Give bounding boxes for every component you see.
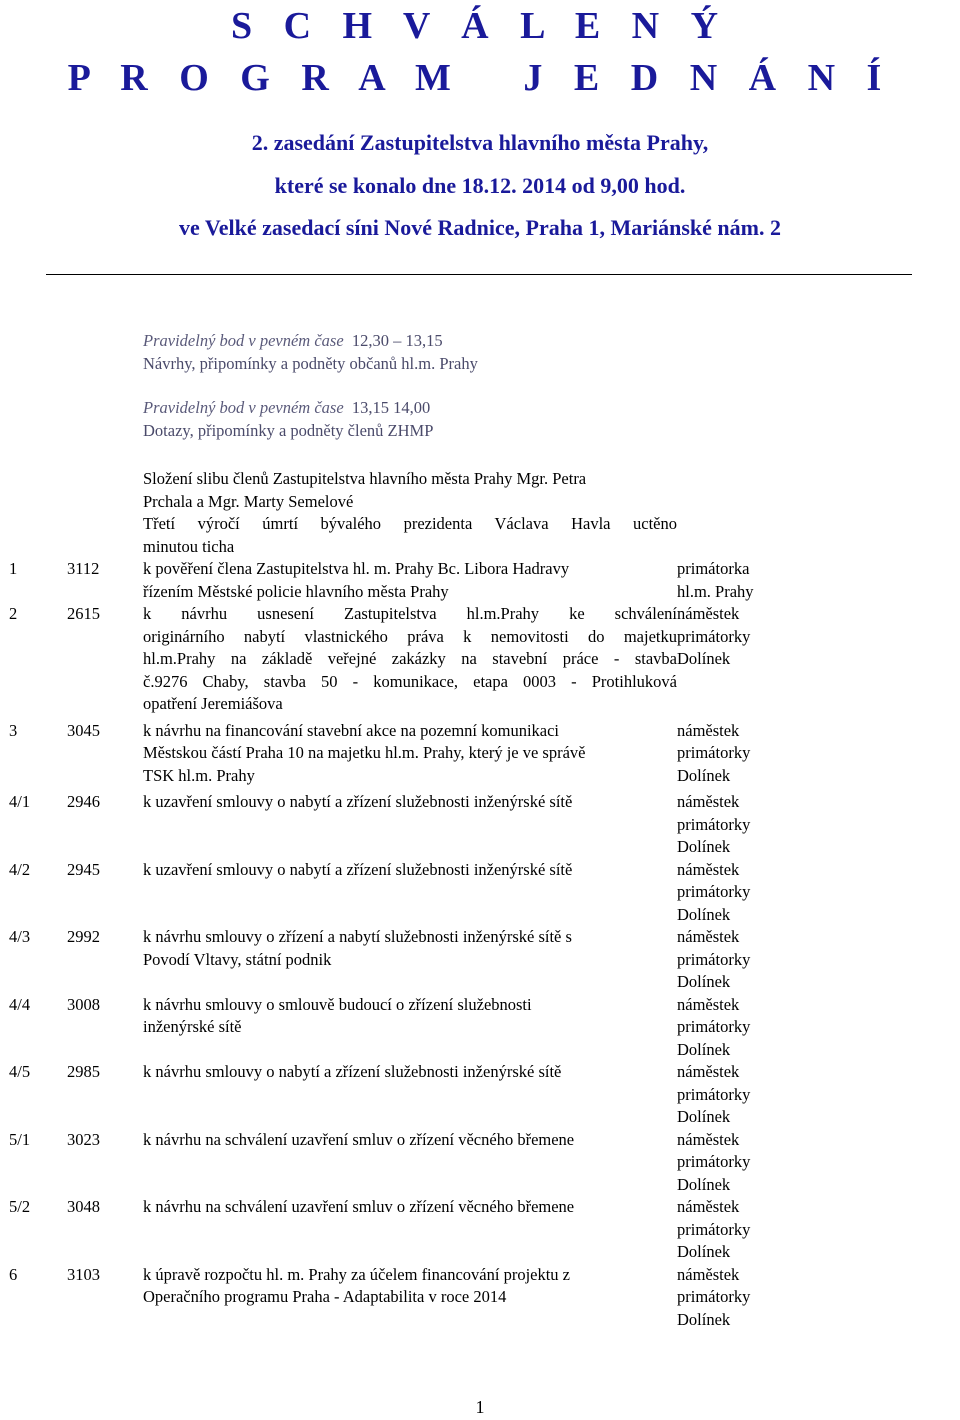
item-text-line: k návrhu usnesení Zastupitelstva hl.m.Prahy ke schválení [143,604,677,623]
header-divider [46,274,912,275]
item-presenter [677,720,957,792]
item-code: 3023 [67,1129,100,1149]
item-text-line: řízením Městské policie hlavního města Prahy [143,581,449,601]
agenda-item [9,1129,957,1197]
item-description [143,1129,677,1197]
agenda-item [9,603,957,720]
agenda-table [9,308,957,1331]
presenter-line: primátorky [677,626,751,646]
oath-text: Prchala a Mgr. Marty Semelové [143,491,354,511]
item-number: 6 [9,1264,18,1284]
ceremony-item [9,442,957,558]
presenter-line: primátorky [677,949,751,969]
agenda-item [9,1061,957,1129]
item-number: 4/5 [9,1062,31,1081]
agenda-item [9,994,957,1062]
item-code: 2945 [67,859,100,879]
item-text-line: k uzavření smlouvy o nabytí a zřízení služebnosti inženýrské sítě [143,859,573,879]
presenter-line: Dolínek [677,765,731,785]
item-description [143,926,677,994]
item-description [143,859,677,927]
item-presenter [677,926,957,994]
item-presenter [677,859,957,927]
fixed-time-label: Pravidelný bod v pevném čase [143,398,344,417]
presenter-line: náměstek [677,1197,740,1216]
presenter-line: primátorky [677,1152,751,1171]
item-text-line: Povodí Vltavy, státní podnik [143,949,332,969]
item-text-line: k návrhu smlouvy o zřízení a nabytí služebnosti inženýrské sítě s [143,927,572,946]
page-number: 1 [475,1397,485,1417]
presenter-line: náměstek [677,720,740,740]
item-code: 3048 [67,1197,100,1216]
presenter-line: Dolínek [677,1309,731,1329]
presenter-line: primátorky [677,882,751,901]
fixed-time-item [9,375,957,442]
agenda-item [9,926,957,994]
item-number: 4/3 [9,927,31,946]
presenter-line: náměstek [677,604,740,623]
fixed-time-text: Návrhy, připomínky a podněty občanů hl.m. Prahy [143,353,478,373]
presenter-line: primátorky [677,1287,751,1306]
item-text-line: k návrhu smlouvy o smlouvě budoucí o zřízení služebnosti [143,994,532,1014]
item-text-line: k návrhu na schválení uzavření smluv o zřízení věcného břemene [143,1197,575,1216]
presenter-line: primátorky [677,1219,751,1239]
presenter-line: primátorky [677,743,751,762]
presenter-line: Dolínek [677,1039,731,1059]
session-date: které se konalo dne 18.12. 2014 od 9,00 hod. [274,173,686,198]
item-text-line: k návrhu na schválení uzavření smluv o zřízení věcného břemene [143,1129,575,1149]
fixed-time-item [9,308,957,375]
item-description [143,558,677,603]
presenter-line: náměstek [677,1062,740,1081]
item-description [143,791,677,859]
item-text-line: Operačního programu Praha - Adaptabilita v roce 2014 [143,1287,507,1306]
item-presenter [677,1196,957,1264]
agenda-item [9,1264,957,1332]
memorial-text: minutou ticha [143,536,235,556]
item-text-line: hl.m.Prahy na základě veřejné zakázky na stavební práce - stavba [143,649,677,668]
fixed-time-range: 12,30 – 13,15 [351,331,443,350]
memorial-text: Třetí výročí úmrtí bývalého prezidenta Václava Havla uctěno [143,514,677,533]
item-description [143,1264,677,1332]
item-description [143,1061,677,1129]
item-presenter [677,1061,957,1129]
presenter-line: Dolínek [677,1242,731,1261]
presenter-line: náměstek [677,859,740,879]
item-text-line: inženýrské sítě [143,1017,242,1036]
item-text-line: TSK hl.m. Prahy [143,765,255,785]
presenter-line: Dolínek [677,972,731,991]
presenter-line: primátorky [677,1084,751,1104]
item-text-line: k návrhu na financování stavební akce na pozemní komunikaci [143,720,560,740]
item-number: 5/1 [9,1129,31,1149]
presenter-line: Dolínek [677,904,731,924]
fixed-time-label: Pravidelný bod v pevném čase [143,331,344,350]
item-number: 4/4 [9,994,31,1014]
item-description [143,1196,677,1264]
item-presenter [677,603,957,720]
item-code: 3045 [67,720,100,740]
item-presenter [677,1129,957,1197]
presenter-line: náměstek [677,994,740,1014]
item-text-line: Městskou částí Praha 10 na majetku hl.m. Prahy, který je ve správě [143,743,586,762]
presenter-line: Dolínek [677,649,731,668]
presenter-line: náměstek [677,1264,740,1284]
presenter-line: primátorky [677,814,751,834]
item-presenter [677,791,957,859]
item-number: 1 [9,559,18,578]
item-number: 4/1 [9,792,31,811]
item-text-line: originárního nabytí vlastnického práva k nemovitosti do majetku [143,626,677,646]
item-code: 2985 [67,1062,100,1081]
presenter-line: náměstek [677,792,740,811]
item-code: 3112 [67,559,100,578]
document-title-line2: P R O G R A M J E D N Á N Í [67,57,893,99]
presenter-line: Dolínek [677,1107,731,1126]
item-presenter [677,994,957,1062]
presenter-line: náměstek [677,927,740,946]
presenter-line: primátorky [677,1017,751,1036]
presenter-line: primátorka [677,559,750,578]
item-code: 3008 [67,994,100,1014]
item-number: 2 [9,604,18,623]
item-number: 4/2 [9,859,31,879]
item-presenter [677,1264,957,1332]
agenda-item [9,558,957,603]
item-text-line: k úpravě rozpočtu hl. m. Prahy za účelem financování projektu z [143,1264,571,1284]
item-presenter [677,558,957,603]
item-text-line: k pověření člena Zastupitelstva hl. m. Prahy Bc. Libora Hadravy [143,559,570,578]
presenter-line: hl.m. Prahy [677,581,754,601]
item-number: 3 [9,720,18,740]
session-subtitle: 2. zasedání Zastupitelstva hlavního města Prahy, [251,130,709,155]
oath-text: Složení slibu členů Zastupitelstva hlavního města Prahy Mgr. Petra [143,469,587,488]
item-code: 2946 [67,792,100,811]
item-number: 5/2 [9,1197,31,1216]
item-code: 2615 [67,604,100,623]
item-description [143,720,677,792]
agenda-item [9,720,957,792]
item-code: 3103 [67,1264,100,1284]
item-text-line: k návrhu smlouvy o nabytí a zřízení služebnosti inženýrské sítě [143,1062,562,1081]
presenter-line: Dolínek [677,1174,731,1194]
item-description [143,603,677,720]
agenda-item [9,1196,957,1264]
item-text-line: opatření Jeremiášova [143,694,283,713]
agenda-item [9,859,957,927]
presenter-line: Dolínek [677,837,731,856]
session-venue: ve Velké zasedací síni Nové Radnice, Praha 1, Mariánské nám. 2 [179,215,781,240]
item-text-line: k uzavření smlouvy o nabytí a zřízení služebnosti inženýrské sítě [143,792,573,811]
item-text-line: č.9276 Chaby, stavba 50 - komunikace, etapa 0003 - Protihluková [143,671,677,691]
document-title-line1: S C H V Á L E N Ý [230,5,730,47]
item-code: 2992 [67,927,100,946]
fixed-time-text: Dotazy, připomínky a podněty členů ZHMP [143,420,434,440]
fixed-time-range: 13,15 14,00 [351,398,431,417]
presenter-line: náměstek [677,1129,740,1149]
agenda-item [9,791,957,859]
item-description [143,994,677,1062]
